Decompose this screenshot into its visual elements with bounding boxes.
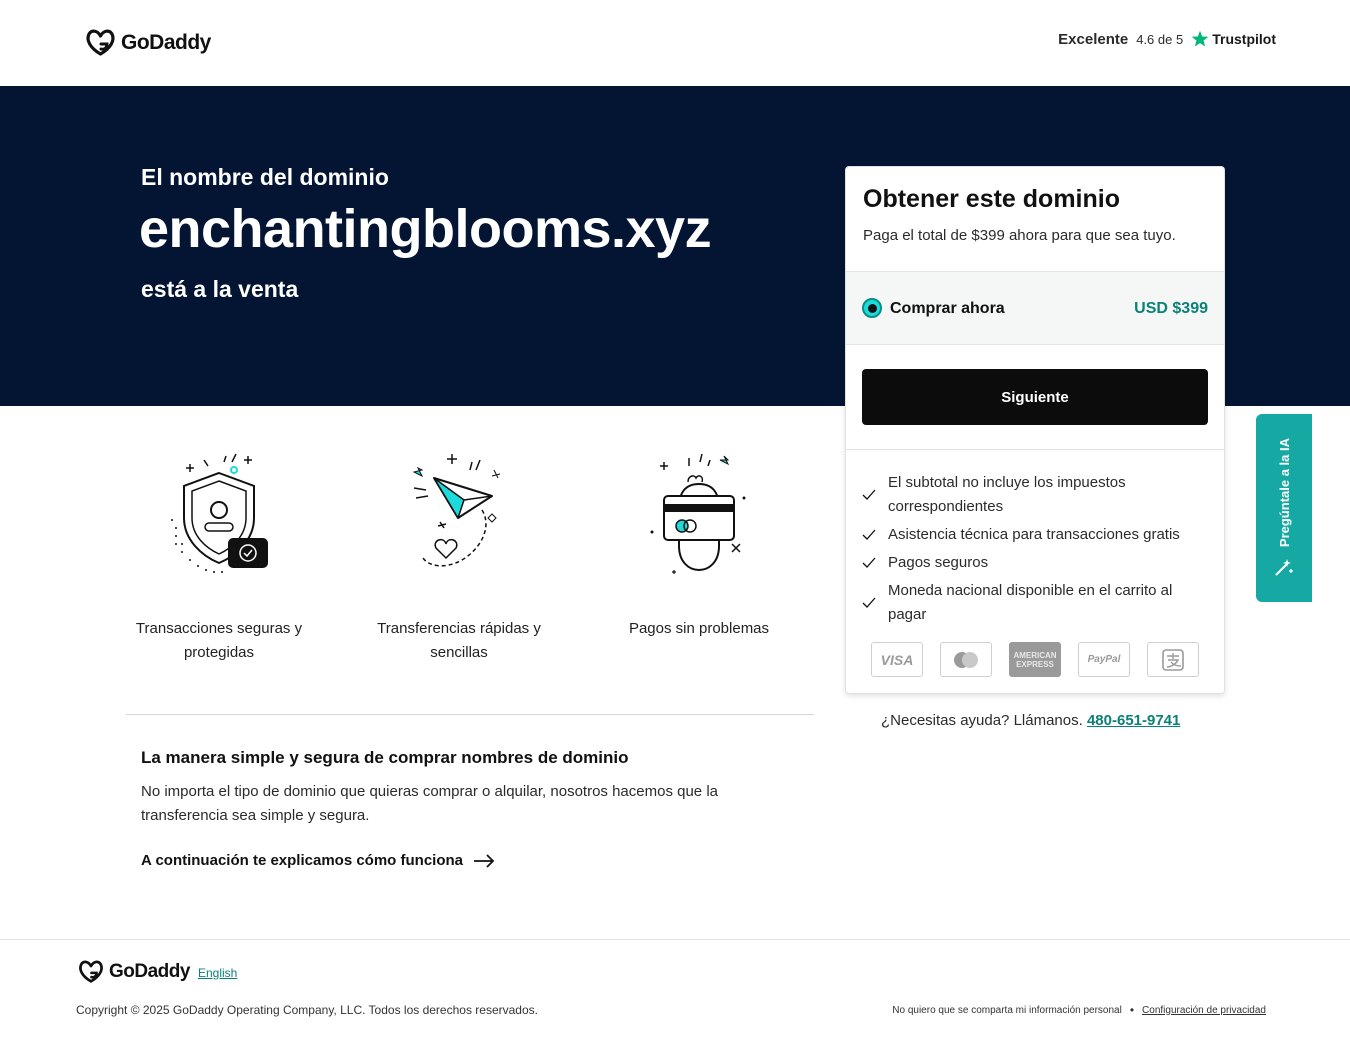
godaddy-logo-icon xyxy=(77,959,105,985)
benefit-text: Moneda nacional disponible en el carrito al pagar xyxy=(888,582,1173,623)
check-icon xyxy=(862,528,876,542)
trustpilot-brand-label: Trustpilot xyxy=(1212,31,1276,47)
feature-caption: Transferencias rápidas y sencillas xyxy=(377,620,541,661)
shield-lock-icon xyxy=(164,448,274,578)
trustpilot-brand xyxy=(1191,30,1276,48)
benefit-text: Pagos seguros xyxy=(888,554,989,571)
next-button[interactable]: Siguiente xyxy=(862,369,1208,425)
radio-selected-dot xyxy=(868,304,877,313)
option-price: USD $399 xyxy=(1134,300,1208,317)
amex-logo: AMERICAN EXPRESS xyxy=(1009,642,1061,677)
purchase-card xyxy=(845,166,1225,694)
paper-plane-icon xyxy=(404,448,514,578)
arrow-right-icon xyxy=(473,854,495,868)
help-text: ¿Necesitas ayuda? Llámanos. xyxy=(881,712,1083,729)
feature-caption: Pagos sin problemas xyxy=(628,620,770,637)
trustpilot-rating xyxy=(1058,30,1276,48)
buy-now-option[interactable] xyxy=(846,271,1224,345)
benefit-text: El subtotal no incluye los impuestos correspondientes xyxy=(888,474,1126,515)
section-divider xyxy=(126,714,814,715)
hero-kicker: El nombre del dominio xyxy=(141,164,389,190)
info-body: No importa el tipo de dominio que quieras comprar o alquilar, nosotros hacemos que la transferencia sea simple y segura. xyxy=(141,783,718,824)
copyright-text: Copyright © 2025 GoDaddy Operating Company, LLC. Todos los derechos reservados. xyxy=(76,1003,538,1017)
ask-ai-tab[interactable] xyxy=(1256,414,1312,602)
how-it-works-label: A continuación te explicamos cómo funciona xyxy=(141,852,463,869)
buy-now-radio[interactable] xyxy=(862,298,882,318)
visa-logo: VISA xyxy=(871,642,923,677)
godaddy-logo[interactable] xyxy=(84,28,211,58)
mastercard-logo xyxy=(940,642,992,677)
card-divider xyxy=(846,449,1224,450)
payment-methods xyxy=(871,642,1199,677)
hand-card-icon xyxy=(644,448,754,578)
feature-caption: Transacciones seguras y protegidas xyxy=(135,620,303,661)
ask-ai-label: Pregúntale a la IA xyxy=(1276,438,1292,548)
domain-name: enchantingblooms.xyz xyxy=(139,199,712,259)
bullet-separator: • xyxy=(1129,1003,1135,1017)
footer-links xyxy=(892,1003,1266,1017)
phone-link[interactable]: 480-651-9741 xyxy=(1086,712,1181,729)
trustpilot-star-icon xyxy=(1191,30,1209,48)
check-icon xyxy=(862,596,876,610)
paypal-logo: PayPal xyxy=(1078,642,1130,677)
option-label: Comprar ahora xyxy=(890,300,1005,317)
privacy-settings-link[interactable]: Configuración de privacidad xyxy=(1142,1004,1266,1016)
benefit-item xyxy=(862,471,1208,519)
footer-divider xyxy=(0,939,1350,940)
card-subtitle: Paga el total de $399 ahora para que sea tuyo. xyxy=(863,227,1176,244)
info-title: La manera simple y segura de comprar nombres de dominio xyxy=(141,748,629,767)
feature-payments xyxy=(599,448,799,641)
benefit-item xyxy=(862,579,1208,627)
language-link[interactable]: English xyxy=(198,966,238,980)
check-icon xyxy=(862,556,876,570)
logo-wordmark: GoDaddy xyxy=(121,31,211,54)
godaddy-logo-icon xyxy=(84,28,117,58)
how-it-works-link[interactable] xyxy=(141,852,495,869)
benefit-item xyxy=(862,523,1208,547)
top-header xyxy=(0,0,1350,86)
feature-secure xyxy=(119,448,319,665)
do-not-share-link[interactable]: No quiero que se comparta mi información personal xyxy=(892,1004,1122,1016)
benefit-item xyxy=(862,551,1208,575)
trust-score: 4.6 de 5 xyxy=(1136,31,1184,47)
benefit-text: Asistencia técnica para transacciones gratis xyxy=(888,526,1180,543)
alipay-logo xyxy=(1147,642,1199,677)
mastercard-icon xyxy=(950,650,982,670)
help-line xyxy=(881,712,1180,729)
hero-subtitle: está a la venta xyxy=(141,276,299,302)
magic-wand-icon xyxy=(1273,556,1295,578)
alipay-icon xyxy=(1161,648,1185,672)
trust-rating-label: Excelente xyxy=(1058,30,1129,48)
footer-godaddy-logo[interactable] xyxy=(77,959,190,985)
card-title: Obtener este dominio xyxy=(863,185,1120,213)
benefits-list xyxy=(862,471,1208,631)
logo-wordmark: GoDaddy xyxy=(109,961,190,982)
feature-fast xyxy=(359,448,559,665)
check-icon xyxy=(862,488,876,502)
